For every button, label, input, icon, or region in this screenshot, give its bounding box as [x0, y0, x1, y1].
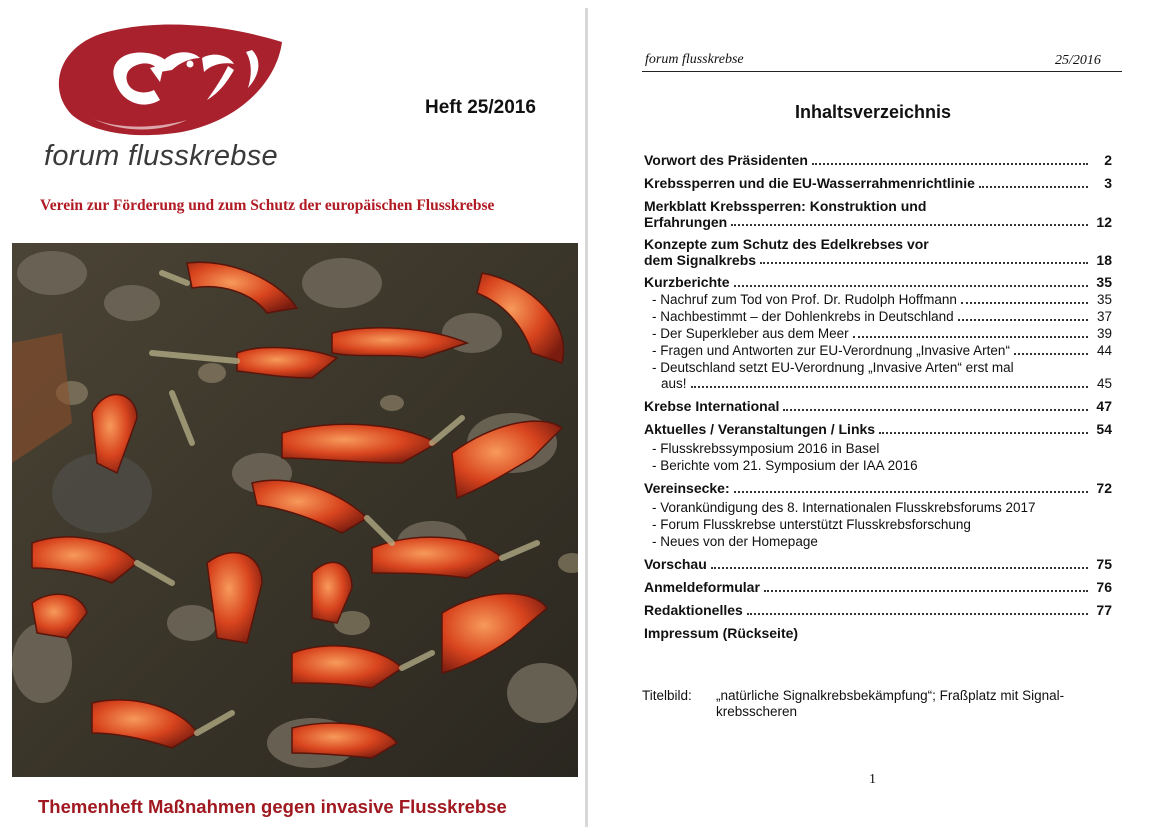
table-of-contents [644, 146, 1112, 642]
cover-photo-crayfish-claws [12, 243, 578, 777]
brand-name: forum flusskrebse [44, 140, 278, 172]
toc-subentry: - Berichte vom 21. Symposium der IAA 2016 [652, 458, 918, 473]
theme-issue-title: Themenheft Maßnahmen gegen invasive Flusskrebse [38, 796, 507, 817]
running-head-issue: 25/2016 [1055, 53, 1101, 68]
toc-entry: Kurzberichte 35 [644, 274, 1112, 290]
page-divider [585, 8, 588, 827]
toc-subentry: - Flusskrebssymposium 2016 in Basel [652, 441, 880, 456]
toc-subentry: - Vorankündigung des 8. Internationalen Flusskrebsforums 2017 [652, 500, 1036, 515]
toc-title: Inhaltsverzeichnis [795, 102, 952, 122]
cover-image-note [642, 688, 1112, 720]
toc-entry: Anmeldeformular 76 [644, 579, 1112, 595]
association-subtitle: Verein zur Förderung und zum Schutz der europäischen Flusskrebse [40, 197, 495, 214]
toc-entry: Merkblatt Krebssperren: Konstruktion und Erfahrungen 12 [644, 198, 1112, 230]
toc-subentry: - Fragen und Antworten zur EU-Verordnung „Invasive Arten“ 44 [652, 343, 1112, 358]
running-head-journal: forum flusskrebse [645, 52, 744, 67]
running-head-rule [642, 71, 1122, 72]
toc-entry: Aktuelles / Veranstaltungen / Links 54 [644, 421, 1112, 437]
toc-entry: Vorwort des Präsidenten 2 [644, 152, 1112, 168]
toc-subentry: - Nachbestimmt – der Dohlenkrebs in Deutschland 37 [652, 309, 1112, 324]
toc-page [592, 0, 1169, 827]
toc-entry: Redaktionelles 77 [644, 602, 1112, 618]
toc-subentry: - Der Superkleber aus dem Meer 39 [652, 326, 1112, 341]
page-number: 1 [869, 772, 876, 787]
issue-number: Heft 25/2016 [425, 97, 536, 118]
toc-entry: Vereinsecke: 72 [644, 480, 1112, 496]
cover-note-label: Titelbild: [642, 688, 692, 703]
toc-entry: Impressum (Rückseite) [644, 625, 799, 641]
toc-subentry: - Neues von der Homepage [652, 534, 818, 549]
forum-flusskrebse-logo [52, 20, 284, 138]
toc-entry: Krebse International 47 [644, 398, 1112, 414]
toc-subentry: - Forum Flusskrebse unterstützt Flusskrebsforschung [652, 517, 971, 532]
cover-note-text: „natürliche Signalkrebsbekämpfung“; Fraßplatz mit Signal-krebsscheren [716, 688, 1065, 719]
toc-entry: Vorschau 75 [644, 556, 1112, 572]
toc-entry: Krebssperren und die EU-Wasserrahmenrichtlinie 3 [644, 175, 1112, 191]
toc-subentry: - Nachruf zum Tod von Prof. Dr. Rudolph Hoffmann 35 [652, 292, 1112, 307]
toc-entry: Konzepte zum Schutz des Edelkrebses vor dem Signalkrebs 18 [644, 236, 1112, 268]
toc-subentry: - Deutschland setzt EU-Verordnung „Invasive Arten“ erst mal aus! 45 [652, 360, 1112, 391]
